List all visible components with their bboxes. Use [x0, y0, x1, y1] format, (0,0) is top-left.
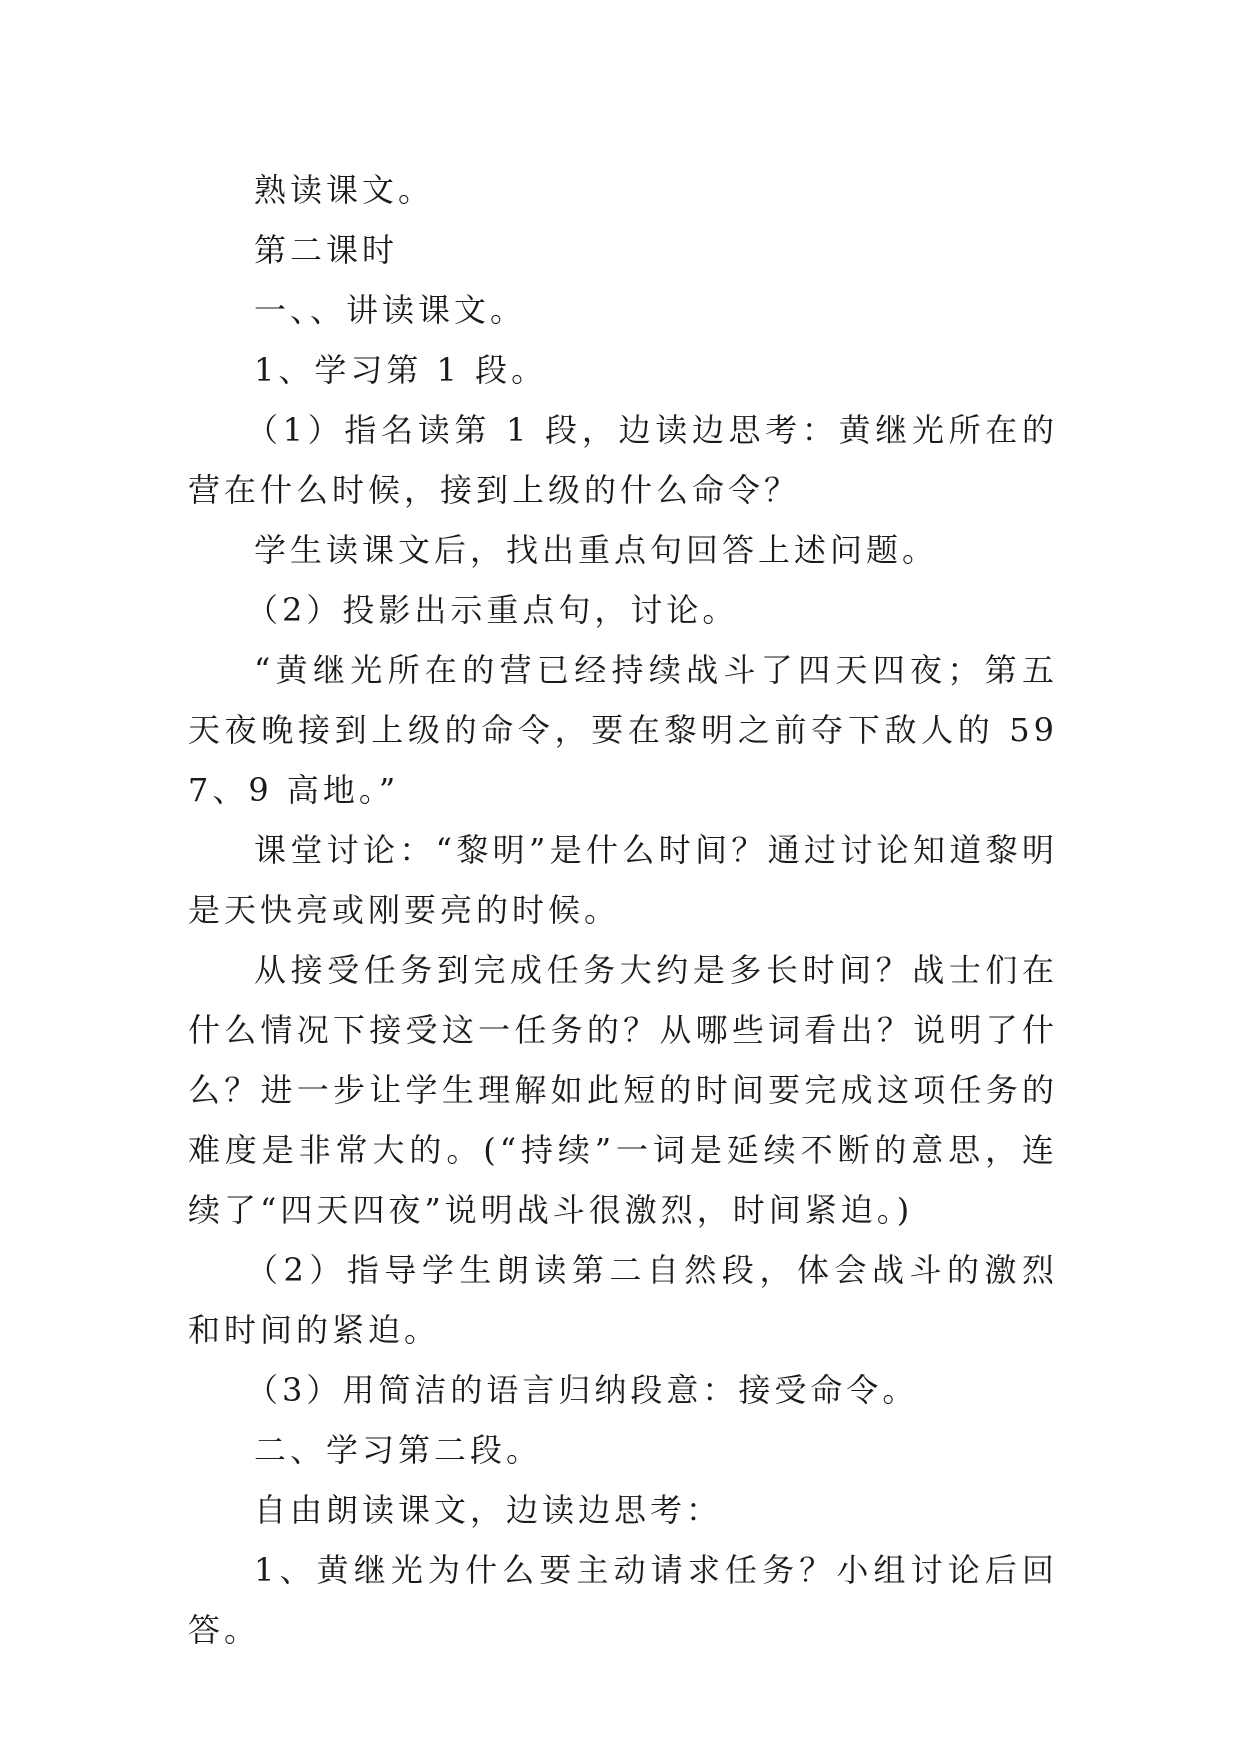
paragraph-item-3-summarize: （3）用简洁的语言归纳段意：接受命令。: [246, 1371, 919, 1409]
paragraph-item-2-project: （2）投影出示重点句，讨论。: [246, 591, 739, 629]
paragraph-class-discussion: 课堂讨论：“黎明”是什么时间？通过讨论知道黎明是天快亮或刚要亮的时候。: [188, 831, 1058, 929]
paragraph-question-1: 1、黄继光为什么要主动请求任务？小组讨论后回答。: [188, 1551, 1058, 1649]
paragraph-lesson-two-heading: 第二课时: [254, 231, 399, 269]
paragraph-item-1-read: （1）指名读第 1 段，边读边思考：黄继光所在的营在什么时候，接到上级的什么命令？: [188, 411, 1058, 509]
paragraph-review-text: 熟读课文。: [254, 171, 435, 209]
paragraph-study-section-one: 1、学习第 1 段。: [254, 351, 548, 389]
paragraph-key-sentence-quote: “黄继光所在的营已经持续战斗了四天四夜；第五天夜晚接到上级的命令，要在黎明之前夺下敌人的 597、9 高地。”: [188, 651, 1058, 809]
paragraph-section-two-heading: 二、学习第二段。: [254, 1431, 543, 1469]
paragraph-students-answer: 学生读课文后，找出重点句回答上述问题。: [254, 531, 939, 569]
paragraph-free-reading: 自由朗读课文，边读边思考：: [254, 1491, 723, 1529]
document-body: [188, 160, 1058, 1660]
paragraph-item-2-guide-reading: （2）指导学生朗读第二自然段，体会战斗的激烈和时间的紧迫。: [188, 1251, 1058, 1349]
paragraph-task-duration-questions: 从接受任务到完成任务大约是多长时间？战士们在什么情况下接受这一任务的？从哪些词看出？说明了什么？进一步让学生理解如此短的时间要完成这项任务的难度是非常大的。(“持续”一词是延续不断的意思，连续了“四天四夜”说明战斗很激烈，时间紧迫。): [188, 951, 1058, 1229]
paragraph-section-one-heading: 一、、讲读课文。: [254, 291, 527, 329]
